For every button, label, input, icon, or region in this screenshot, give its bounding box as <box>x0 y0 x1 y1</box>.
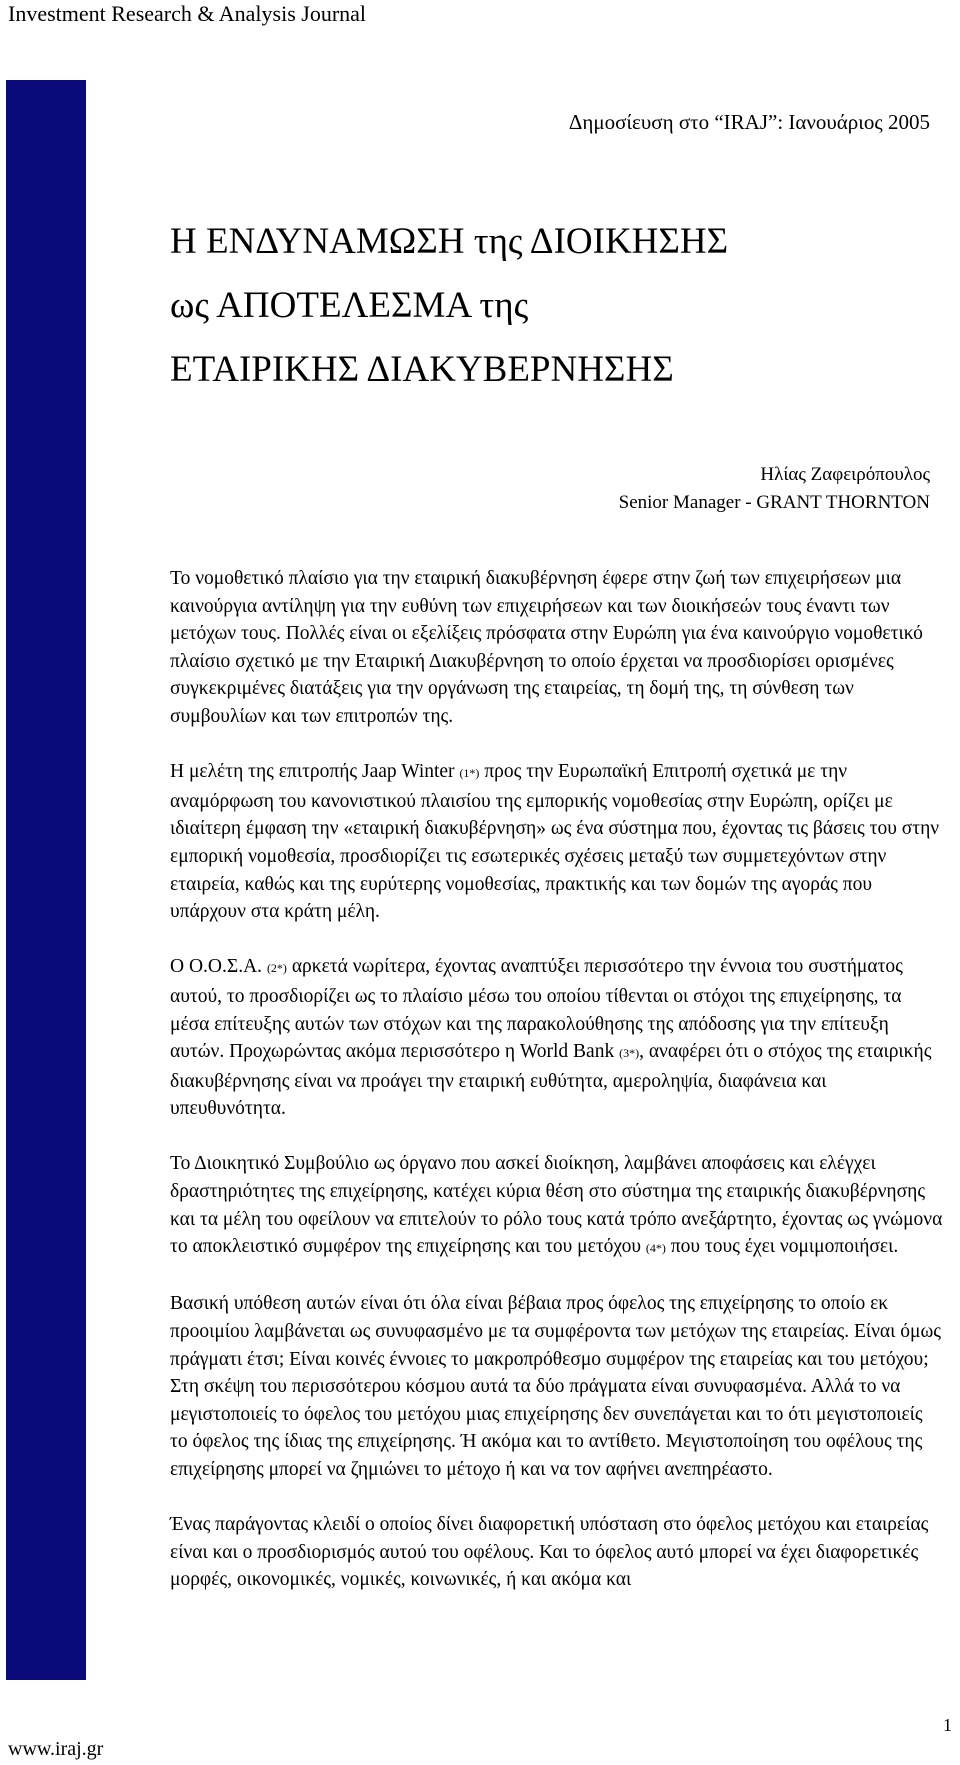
paragraph-2 <box>170 758 945 926</box>
footnote-ref-4: (4*) <box>645 1241 666 1256</box>
paragraph-3-text-c: , αναφέρει ότι ο στόχος της εταιρικής διακυβέρνησης είναι να προάγει την εταιρική ευθύτητα, αμεροληψία, διαφάνεια και υπευθυνότητα. <box>170 1041 932 1120</box>
paragraph-1: Το νομοθετικό πλαίσιο για την εταιρική διακυβέρνηση έφερε στην ζωή των επιχειρήσεων μια καινούργια αντίληψη για την ευθύνη των επιχειρήσεων και των διοικήσεών τους έναντι των μετόχων τους. Πολλές είναι οι εξελίξεις πρόσφατα στην Ευρώπη για ένα καινούργιο νομοθετικό πλαίσιο σχετικό με την Εταιρική Διακυβέρνηση το οποίο έρχεται να προσδιορίσει ορισμένες συγκεκριμένες διατάξεις για την οργάνωση της εταιρείας, τη δομή της, τη σύνθεση των συμβουλίων και των επιτροπών της. <box>170 568 923 727</box>
footnote-ref-3: (3*) <box>619 1046 640 1061</box>
title-line-3: ΕΤΑΙΡΙΚΗΣ ΔΙΑΚΥΒΕΡΝΗΣΗΣ <box>170 349 674 390</box>
footnote-ref-2: (2*) <box>266 961 287 976</box>
paragraph-3 <box>170 953 945 1123</box>
author-block <box>619 461 930 517</box>
title-line-1: Η ΕΝΔΥΝΑΜΩΣΗ της ΔΙΟΙΚΗΣΗΣ <box>170 221 729 262</box>
website-url[interactable]: www.iraj.gr <box>8 1738 104 1760</box>
paragraph-2-text-a: Η μελέτη της επιτροπής Jaap Winter <box>170 761 460 783</box>
page-number: 1 <box>943 1715 952 1735</box>
footnote-ref-1: (1*) <box>459 766 480 781</box>
paragraph-3-text-a: Ο Ο.Ο.Σ.Α. <box>170 956 267 978</box>
paragraph-2-text-b: προς την Ευρωπαϊκή Επιτροπή σχετικά με την αναμόρφωση του κανονιστικού πλαισίου της εμπορικής νομοθεσίας στην Ευρώπη, ορίζει με ιδιαίτερη έμφαση την «εταιρική διακυβέρνηση» ως ένα σύστημα που, έχοντας τις βάσεις του στην εμπορική νομοθεσία, προσδιορίζει τις εσωτερικές σχέσεις μεταξύ των συμμετεχόντων στην εταιρεία, καθώς και της ευρύτερης νομοθεσίας, πρακτικής και των δομών της αγοράς που υπάρχουν στα κράτη μέλη. <box>170 761 940 923</box>
decorative-side-bar <box>6 80 86 1680</box>
journal-name: Investment Research & Analysis Journal <box>8 1 367 26</box>
paragraph-4-text-a: Το Διοικητικό Συμβούλιο ως όργανο που ασκεί διοίκηση, λαμβάνει αποφάσεις και ελέγχει δραστηριότητες της επιχείρησης, κατέχει κύρια θέση στο σύστημα της εταιρικής διακυβέρνησης και τα μέλη του οφείλουν να επιτελούν το ρόλο τους κατά τρόπο ανεξάρτητο, έχοντας ως γνώμονα το αποκλειστικό συμφέρον της επιχείρησης και του μετόχου <box>170 1153 943 1258</box>
paragraph-4 <box>170 1150 945 1262</box>
paragraph-5: Βασική υπόθεση αυτών είναι ότι όλα είναι βέβαια προς όφελος της επιχείρησης το οποίο εκ προοιμίου λαμβάνεται ως συνυφασμένο με τα συμφέροντα των μετόχων της εταιρείας. Είναι όμως πράγματι έτσι; Είναι κοινές έννοιες το μακροπρόθεσμο συμφέρον της εταιρείας και του μετόχου; Στη σκέψη του περισσότερου κόσμου αυτά τα δύο πράγματα είναι συνυφασμένα. Αλλά το να μεγιστοποιείς το όφελος του μετόχου μιας επιχείρησης δεν συνεπάγεται και το ότι μεγιστοποιείς το όφελος της ίδιας της επιχείρησης. Ή ακόμα και το αντίθετο. Μεγιστοποίηση του οφέλους της επιχείρησης μπορεί να ζημιώνει το μέτοχο ή και να τον αφήνει ανεπηρέαστο. <box>170 1293 942 1480</box>
paragraph-6: Ένας παράγοντας κλειδί ο οποίος δίνει διαφορετική υπόσταση στο όφελος μετόχου και εταιρείας είναι και ο προσδιορισμός αυτού του οφέλους. Και το όφελος αυτό μπορεί να έχει διαφορετικές μορφές, οικονομικές, νομικές, κοινωνικές, ή και ακόμα και <box>170 1514 929 1591</box>
paragraph-4-text-b: που τους έχει νομιμοποιήσει. <box>665 1236 899 1258</box>
title-line-2: ως ΑΠΟΤΕΛΕΣΜΑ της <box>170 285 529 326</box>
article-title <box>170 210 930 402</box>
article-body <box>170 565 945 1622</box>
author-name: Ηλίας Ζαφειρόπουλος <box>760 464 930 485</box>
author-position: Senior Manager - GRANT THORNTON <box>618 492 930 513</box>
publication-date-line: Δημοσίευση στο “IRAJ”: Ιανουάριος 2005 <box>568 110 930 134</box>
paragraph-3-text-b: αρκετά νωρίτερα, έχοντας αναπτύξει περισσότερο την έννοια του συστήματος αυτού, το προσδιορίζει ως το πλαίσιο μέσω του οποίου τίθενται οι στόχοι της επιχείρησης, τα μέσα επίτευξης αυτών των στόχων και της παρακολούθησης της απόδοσης για την επίτευξη αυτών. Προχωρώντας ακόμα περισσότερο η World Bank <box>170 956 903 1063</box>
